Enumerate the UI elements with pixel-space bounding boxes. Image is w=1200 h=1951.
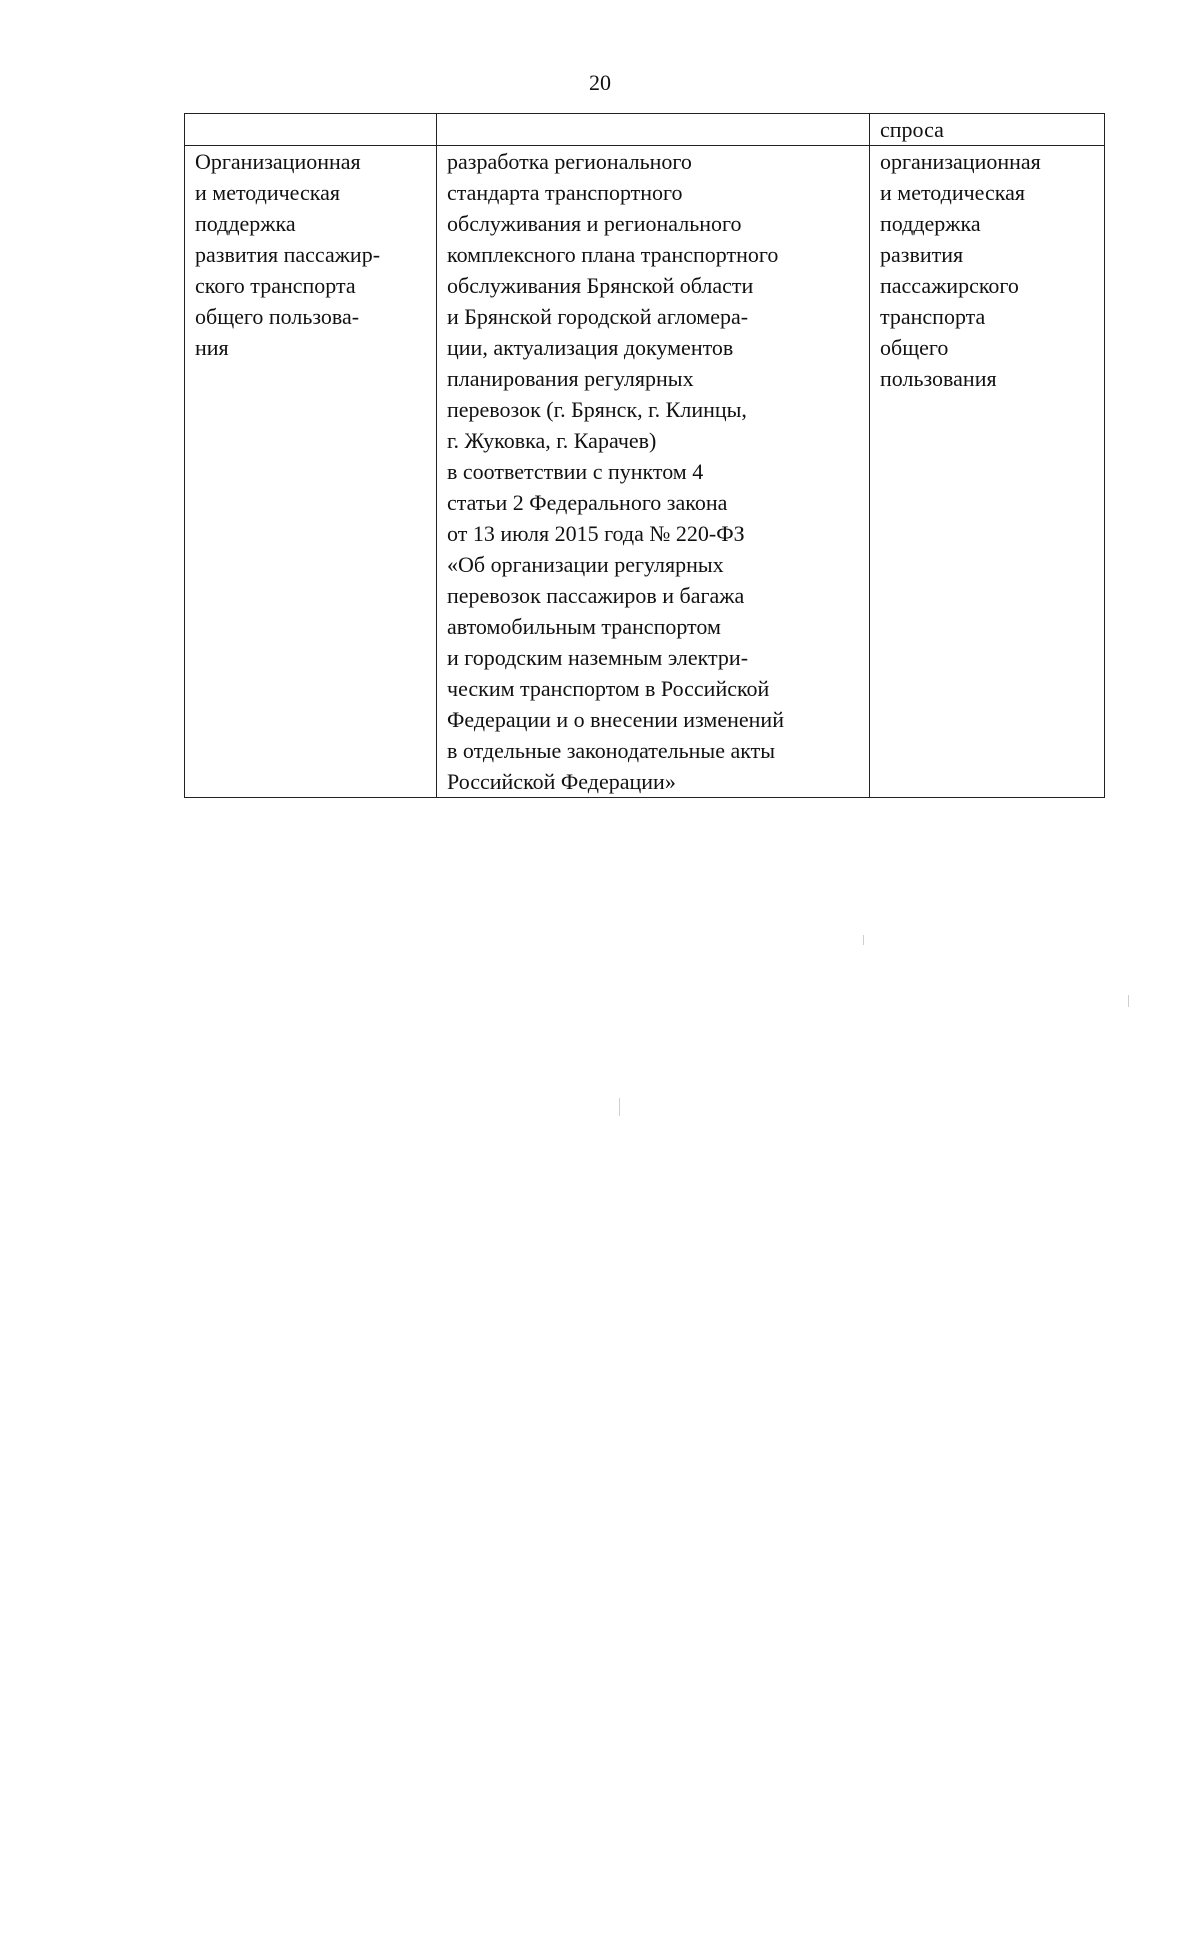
cell-line: поддержка (880, 211, 981, 236)
cell-line: и методическая (880, 180, 1025, 205)
cell-line: разработка регионального (447, 149, 692, 174)
scan-speck (1128, 995, 1129, 1007)
cell-line: Федерации и о внесении изменений (447, 707, 784, 732)
header-cell-3: спроса (870, 114, 1105, 146)
scan-speck (863, 935, 864, 945)
cell-line: планирования регулярных (447, 366, 694, 391)
cell-line: организационная (880, 149, 1041, 174)
cell-line: ского транспорта (195, 273, 356, 298)
cell-line: статьи 2 Федерального закона (447, 490, 728, 515)
measure-description-cell (437, 146, 870, 798)
cell-line: перевозок (г. Брянск, г. Клинцы, (447, 397, 747, 422)
cell-line: Российской Федерации» (447, 769, 676, 794)
cell-line: общего пользова- (195, 304, 360, 329)
measure-result-cell (870, 146, 1105, 798)
table-header-row (185, 114, 1105, 146)
cell-line: пассажирского (880, 273, 1019, 298)
cell-line: развития (880, 242, 964, 267)
measures-table (184, 113, 1105, 798)
cell-line: пользования (880, 366, 997, 391)
cell-line: развития пассажир- (195, 242, 381, 267)
cell-line: обслуживания Брянской области (447, 273, 754, 298)
measure-name-cell (185, 146, 437, 798)
header-cell-2 (437, 114, 870, 146)
cell-line: транспорта (880, 304, 986, 329)
table-row (185, 146, 1105, 798)
cell-line: и методическая (195, 180, 340, 205)
cell-line: автомобильным транспортом (447, 614, 721, 639)
cell-line: обслуживания и регионального (447, 211, 742, 236)
cell-line: ния (195, 335, 229, 360)
cell-line: в отдельные законодательные акты (447, 738, 776, 763)
cell-line: «Об организации регулярных (447, 552, 724, 577)
cell-line: и городским наземным электри- (447, 645, 749, 670)
cell-line: и Брянской городской агломера- (447, 304, 749, 329)
cell-line: стандарта транспортного (447, 180, 683, 205)
cell-line: комплексного плана транспортного (447, 242, 779, 267)
cell-line: перевозок пассажиров и багажа (447, 583, 745, 608)
page-number: 20 (589, 70, 611, 95)
cell-line: ческим транспортом в Российской (447, 676, 770, 701)
cell-line: поддержка (195, 211, 296, 236)
cell-line: в соответствии с пунктом 4 (447, 459, 704, 484)
cell-line: от 13 июля 2015 года № 220-ФЗ (447, 521, 745, 546)
header-cell-1 (185, 114, 437, 146)
scan-speck (619, 1098, 620, 1116)
cell-line: Организационная (195, 149, 361, 174)
cell-line: ции, актуализация документов (447, 335, 734, 360)
cell-line: общего (880, 335, 949, 360)
cell-line: г. Жуковка, г. Карачев) (447, 428, 657, 453)
